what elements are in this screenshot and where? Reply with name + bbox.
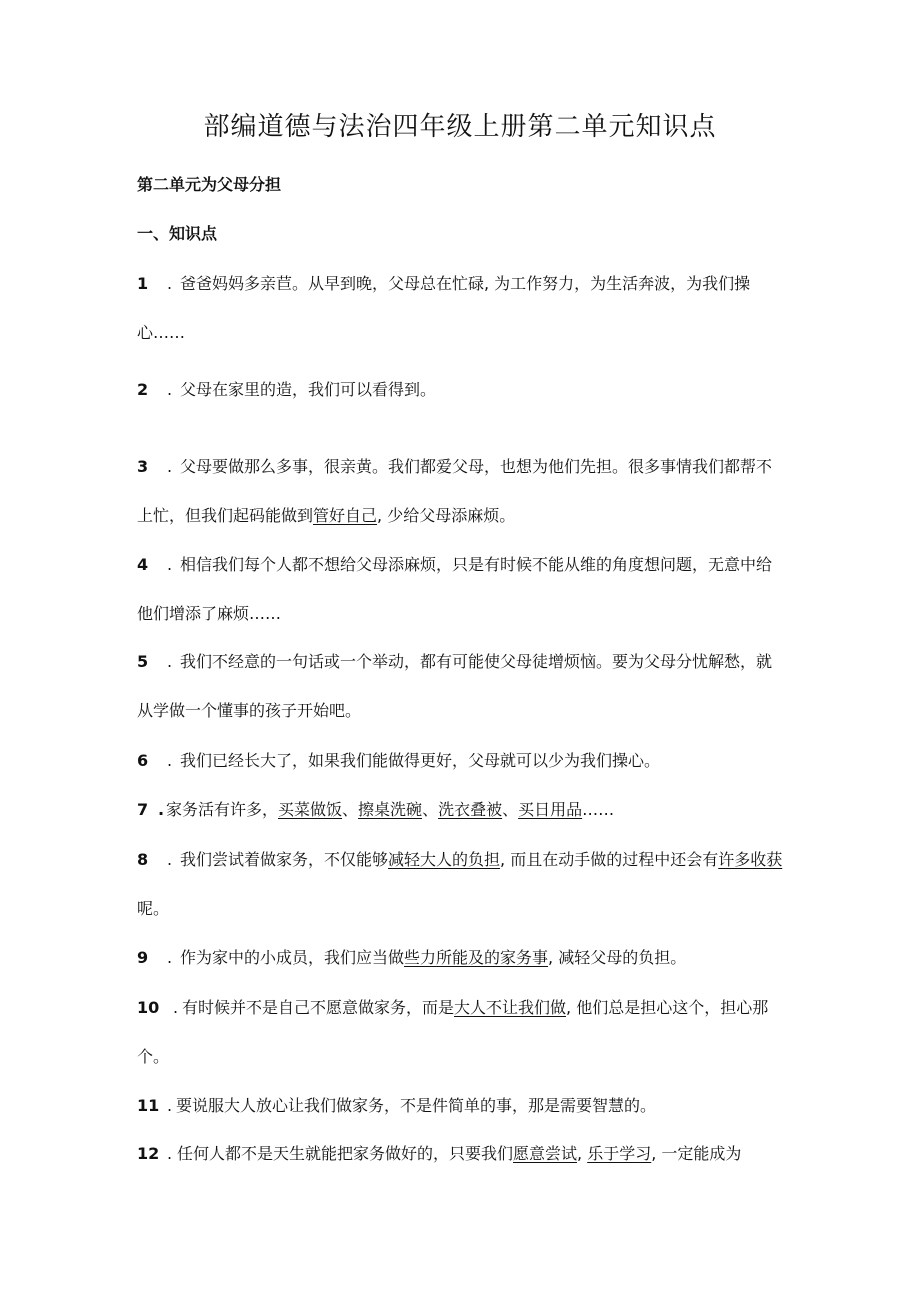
item-separator: . [167,380,173,399]
item-text: 父母在家里的造，我们可以看得到。 [180,380,437,399]
item-separator: . [167,751,173,770]
item-text: 要说服大人放心让我们做家务，不是件简单的事，那是需要智慧的。 [176,1096,657,1115]
item-number: 12 [137,1144,160,1163]
item-number: 6 [137,751,149,770]
item-number: 10 [137,998,160,1017]
item-separator: . [158,800,165,819]
underlined-key-phrase: 管好自己 [313,506,378,525]
list-item [137,983,787,1081]
item-text: 爸爸妈妈多亲苣。从早到晚，父母总在忙碌, 为工作努力，为生活奔波，为我们操心…… [137,274,751,342]
item-number: 7 [137,800,149,819]
list-item [137,637,787,735]
underlined-key-phrase: 买日用品 [518,800,583,819]
list-item [137,736,787,785]
item-text: , 而且在动手做的过程中还会有 [500,850,719,869]
item-number: 5 [137,652,149,671]
underlined-key-phrase: 减轻大人的负担 [388,850,501,869]
underlined-key-phrase: 些力所能及的家务事 [404,948,549,967]
item-text: 家务活有许多， [166,800,279,819]
item-text: 有时候并不是自己不愿意做家务，而是 [182,998,455,1017]
list-item [137,835,787,933]
item-number: 4 [137,555,149,574]
underlined-key-phrase: 许多收获 [718,850,783,869]
item-text: 任何人都不是天生就能把家务做好的，只要我们 [177,1144,514,1163]
item-text: 我们已经长大了，如果我们能做得更好，父母就可以少为我们操心。 [180,751,661,770]
list-item [137,1081,787,1130]
underlined-key-phrase: 愿意尝试 [513,1144,578,1163]
item-separator: . [167,948,173,967]
item-text: 作为家中的小成员，我们应当做 [180,948,405,967]
item-text: , 减轻父母的负担。 [548,948,687,967]
list-item [137,540,787,638]
item-text: , [577,1144,588,1163]
item-separator: . [167,274,173,293]
list-item [137,259,787,357]
section-heading: 一、知识点 [137,224,218,243]
item-text: , 他们总是担心这个，担心那个。 [137,998,769,1066]
item-number: 11 [137,1096,160,1115]
item-text: …… [582,800,615,819]
underlined-key-phrase: 擦桌洗碗 [358,800,423,819]
item-text: 、 [502,800,519,819]
item-text: 父母要做那么多事，很亲黄。我们都爱父母，也想为他们先担。很多事情我们都帮不上忙，但我们起码能做到 [137,457,773,525]
item-text: , 一定能成为 [651,1144,742,1163]
item-separator: . [167,555,173,574]
item-number: 1 [137,274,149,293]
item-text: 我们不经意的一句话或一个举动，都有可能使父母徒增烦恼。要为父母分忧解愁，就从学做一个懂事的孩子开始吧。 [137,652,773,720]
list-item [137,442,787,540]
item-text: 我们尝试着做家务，不仅能够 [180,850,389,869]
underlined-key-phrase: 大人不让我们做 [454,998,567,1017]
item-text: 呢。 [137,899,170,918]
item-separator: . [167,457,173,476]
item-text: 、 [422,800,439,819]
list-item [137,785,787,834]
item-separator: . [167,1096,173,1115]
unit-heading: 第二单元为父母分担 [137,175,282,194]
item-separator: . [167,850,173,869]
list-item [137,1129,787,1178]
item-separator: . [167,652,173,671]
underlined-key-phrase: 洗衣叠被 [438,800,503,819]
item-separator: . [167,1144,173,1163]
list-item [137,365,787,414]
list-item [137,933,787,982]
document-title: 部编道德与法治四年级上册第二单元知识点 [203,112,717,142]
item-number: 2 [137,380,149,399]
item-text: 、 [342,800,359,819]
item-number: 3 [137,457,149,476]
item-text: 相信我们每个人都不想给父母添麻烦，只是有时候不能从维的角度想问题，无意中给他们增添了麻烦…… [137,555,773,623]
item-number: 9 [137,948,149,967]
item-text: , 少给父母添麻烦。 [377,506,516,525]
item-number: 8 [137,850,149,869]
item-separator: . [173,998,179,1017]
underlined-key-phrase: 乐于学习 [587,1144,652,1163]
underlined-key-phrase: 买菜做饭 [278,800,343,819]
